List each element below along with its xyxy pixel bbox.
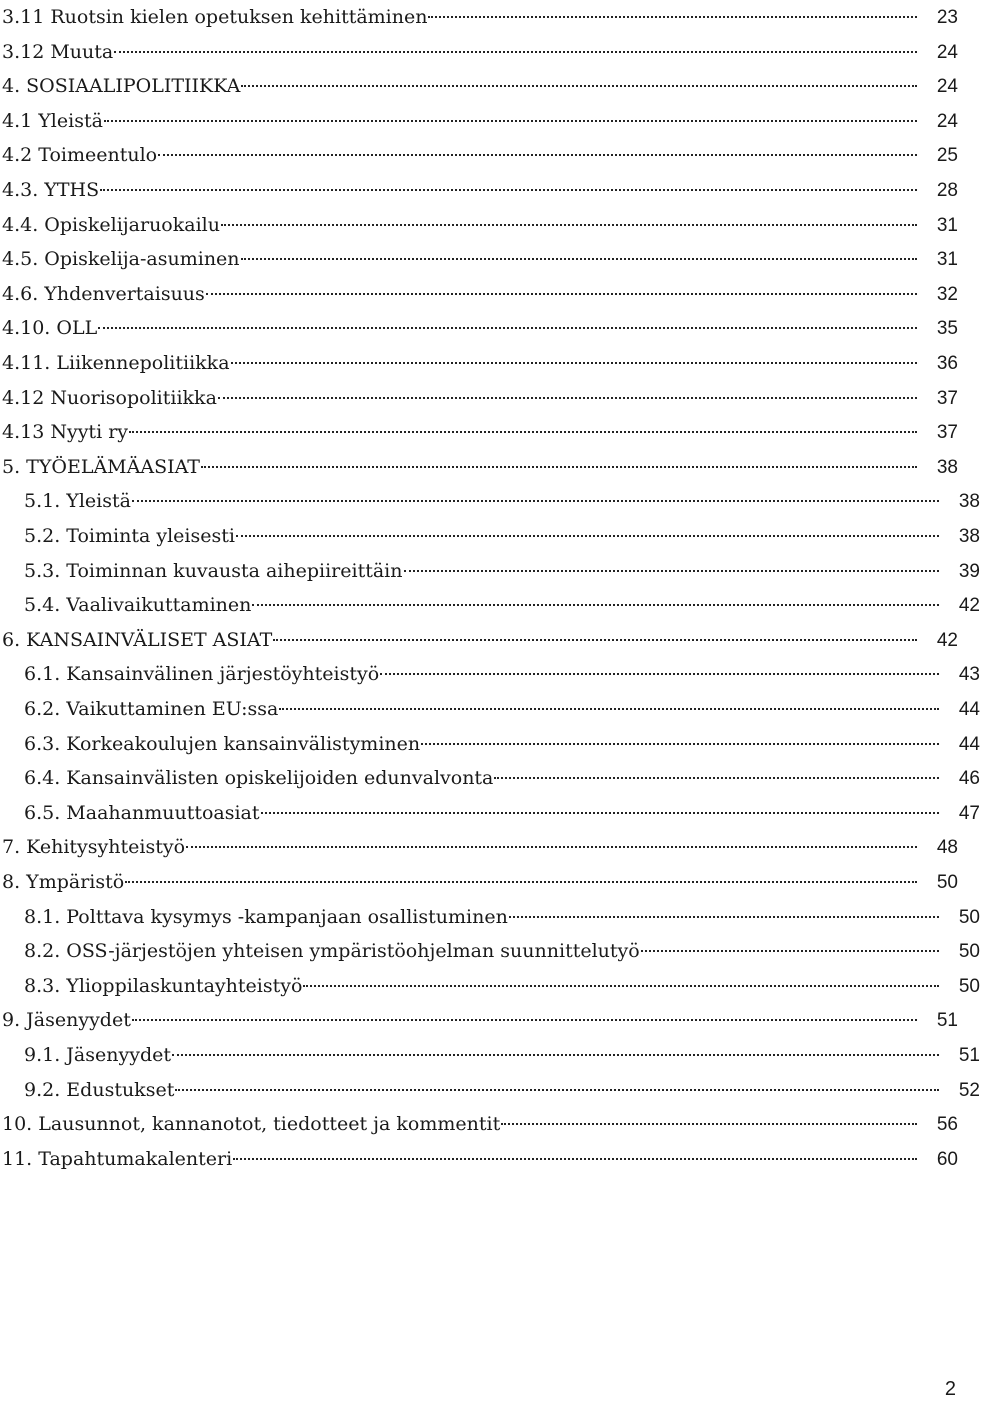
toc-entry[interactable]	[0, 277, 962, 311]
toc-entry[interactable]	[0, 484, 984, 518]
toc-dot-leader	[201, 466, 917, 468]
toc-dot-leader	[98, 327, 917, 329]
toc-entry-page: 50	[936, 872, 958, 893]
toc-dot-leader	[279, 708, 939, 710]
toc-entry-page: 39	[958, 560, 980, 582]
toc-dot-leader	[509, 916, 939, 918]
toc-entry-label: 5. TYÖELÄMÄASIAT	[2, 455, 200, 478]
toc-dot-leader	[273, 639, 917, 641]
toc-dot-leader	[241, 85, 917, 87]
toc-dot-leader	[186, 846, 917, 848]
toc-dot-leader	[114, 51, 917, 53]
toc-entry[interactable]	[0, 381, 962, 415]
toc-entry-label: 6.4. Kansainvälisten opiskelijoiden edunvalvonta	[24, 767, 494, 790]
toc-entry[interactable]	[0, 346, 962, 380]
toc-dot-leader	[303, 985, 939, 987]
toc-entry[interactable]	[0, 1073, 984, 1107]
toc-entry[interactable]	[0, 415, 962, 449]
toc-dot-leader	[231, 362, 917, 364]
toc-entry[interactable]	[0, 727, 984, 761]
toc-entry-page: 50	[958, 975, 980, 997]
toc-entry-label: 6.2. Vaikuttaminen EU:ssa	[24, 698, 279, 720]
toc-entry-page: 38	[936, 456, 958, 478]
toc-entry[interactable]	[0, 1142, 962, 1176]
toc-entry[interactable]	[0, 35, 962, 69]
toc-entry-page: 38	[958, 526, 980, 547]
toc-entry-page: 43	[958, 664, 980, 686]
toc-entry-label: 9.1. Jäsenyydet	[24, 1044, 171, 1066]
toc-entry-page: 42	[936, 629, 958, 651]
toc-entry[interactable]	[0, 554, 984, 588]
toc-entry-label: 9. Jäsenyydet	[2, 1009, 131, 1032]
toc-entry[interactable]	[0, 173, 962, 207]
toc-entry-page: 31	[936, 214, 958, 236]
toc-entry-page: 48	[936, 837, 958, 859]
toc-entry-label: 5.2. Toiminta yleisesti	[24, 525, 235, 547]
toc-entry-label: 5.3. Toiminnan kuvausta aihepiireittäin	[24, 559, 403, 582]
toc-entry-page: 38	[958, 491, 980, 513]
toc-dot-leader	[494, 777, 939, 779]
toc-entry-label: 8.1. Polttava kysymys -kampanjaan osallistuminen	[24, 905, 508, 928]
toc-dot-leader	[261, 812, 939, 814]
toc-dot-leader	[100, 189, 917, 191]
toc-entry[interactable]	[0, 761, 984, 795]
toc-entry-page: 52	[958, 1079, 980, 1101]
toc-dot-leader	[233, 1158, 917, 1160]
toc-entry-page: 23	[936, 7, 958, 28]
toc-dot-leader	[132, 1019, 917, 1021]
toc-entry[interactable]	[0, 623, 962, 657]
toc-dot-leader	[404, 570, 940, 572]
toc-entry-page: 31	[936, 249, 958, 271]
toc-entry-page: 25	[936, 145, 958, 167]
toc-entry[interactable]	[0, 138, 962, 172]
toc-entry-page: 24	[936, 76, 958, 98]
toc-dot-leader	[221, 224, 917, 226]
toc-dot-leader	[175, 1089, 939, 1091]
toc-entry-label: 3.11 Ruotsin kielen opetuksen kehittäminen	[2, 6, 428, 28]
toc-dot-leader	[158, 154, 917, 156]
toc-entry-page: 46	[958, 768, 980, 790]
toc-entry-label: 5.1. Yleistä	[24, 490, 131, 513]
toc-dot-leader	[380, 673, 939, 675]
toc-entry-page: 44	[958, 699, 980, 720]
toc-entry[interactable]	[0, 1107, 962, 1141]
toc-entry-page: 51	[958, 1045, 980, 1066]
toc-entry-label: 9.2. Edustukset	[24, 1078, 175, 1101]
toc-entry-page: 51	[936, 1010, 958, 1032]
toc-entry-page: 28	[936, 180, 958, 201]
toc-entry-label: 6.5. Maahanmuuttoasiat	[24, 801, 260, 824]
toc-entry-label: 11. Tapahtumakalenteri	[2, 1147, 233, 1170]
toc-entry-page: 36	[936, 353, 958, 374]
toc-entry-label: 8.2. OSS-järjestöjen yhteisen ympäristöohjelman suunnittelutyö	[24, 940, 640, 963]
toc-entry-label: 4.4. Opiskelijaruokailu	[2, 213, 220, 236]
toc-entry[interactable]	[0, 450, 962, 484]
toc-entry-label: 6. KANSAINVÄLISET ASIAT	[2, 628, 273, 651]
toc-entry[interactable]	[0, 519, 984, 553]
toc-entry-label: 8. Ympäristö	[2, 871, 125, 893]
toc-entry[interactable]	[0, 311, 962, 345]
toc-entry-label: 4.11. Liikennepolitiikka	[2, 352, 230, 374]
toc-entry-label: 4.1 Yleistä	[2, 109, 103, 132]
toc-entry[interactable]	[0, 692, 984, 726]
toc-entry-label: 6.3. Korkeakoulujen kansainvälistyminen	[24, 732, 421, 755]
toc-entry-page: 37	[936, 422, 958, 444]
toc-entry-page: 32	[936, 283, 958, 305]
toc-entry[interactable]	[0, 865, 962, 899]
toc-entry-page: 50	[958, 906, 980, 928]
toc-entry-page: 35	[936, 318, 958, 340]
toc-entry-page: 44	[958, 733, 980, 755]
toc-entry[interactable]	[0, 934, 984, 968]
toc-entry[interactable]	[0, 969, 984, 1003]
toc-entry[interactable]	[0, 1003, 962, 1037]
toc-dot-leader	[206, 293, 917, 295]
toc-dot-leader	[172, 1054, 939, 1056]
toc-dot-leader	[218, 397, 917, 399]
toc-entry-label: 4.10. OLL	[2, 317, 98, 340]
toc-entry-label: 5.4. Vaalivaikuttaminen	[24, 594, 252, 617]
toc-entry-label: 4. SOSIAALIPOLITIIKKA	[2, 75, 241, 98]
toc-entry-label: 4.2 Toimeentulo	[2, 144, 158, 167]
toc-dot-leader	[125, 881, 917, 883]
toc-entry-page: 47	[958, 802, 980, 824]
toc-dot-leader	[241, 258, 917, 260]
toc-entry[interactable]	[0, 588, 984, 622]
toc-entry-page: 24	[936, 41, 958, 63]
toc-entry-page: 42	[958, 595, 980, 617]
toc-entry-label: 4.3. YTHS	[2, 179, 100, 201]
toc-entry[interactable]	[0, 208, 962, 242]
toc-entry-label: 8.3. Ylioppilaskuntayhteistyö	[24, 974, 303, 997]
toc-entry-page: 56	[936, 1114, 958, 1136]
toc-entry[interactable]	[0, 900, 984, 934]
toc-entry-page: 60	[936, 1148, 958, 1170]
toc-dot-leader	[428, 16, 917, 18]
toc-entry-label: 7. Kehitysyhteistyö	[2, 836, 186, 859]
toc-dot-leader	[236, 535, 939, 537]
toc-entry[interactable]	[0, 830, 962, 864]
toc-entry-page: 37	[936, 387, 958, 409]
toc-dot-leader	[421, 743, 939, 745]
toc-entry[interactable]	[0, 242, 962, 276]
toc-entry[interactable]	[0, 0, 962, 34]
toc-entry-label: 3.12 Muuta	[2, 40, 114, 63]
toc-entry[interactable]	[0, 69, 962, 103]
toc-dot-leader	[252, 604, 939, 606]
toc-entry-label: 10. Lausunnot, kannanotot, tiedotteet ja kommentit	[2, 1113, 501, 1136]
toc-entry-page: 50	[958, 941, 980, 963]
toc-entry-label: 4.5. Opiskelija-asuminen	[2, 248, 240, 271]
toc-entry[interactable]	[0, 104, 962, 138]
toc-dot-leader	[501, 1123, 917, 1125]
toc-entry-label: 4.13 Nyyti ry	[2, 421, 129, 444]
toc-entry[interactable]	[0, 796, 984, 830]
toc-dot-leader	[129, 431, 917, 433]
toc-dot-leader	[641, 950, 939, 952]
toc-entry[interactable]	[0, 1038, 984, 1072]
toc-entry-label: 6.1. Kansainvälinen järjestöyhteistyö	[24, 663, 380, 686]
toc-entry-page: 24	[936, 110, 958, 132]
toc-entry[interactable]	[0, 657, 984, 691]
toc-entry-label: 4.6. Yhdenvertaisuus	[2, 282, 205, 305]
toc-dot-leader	[132, 500, 939, 502]
page-number: 2	[944, 1378, 956, 1400]
toc-entry-label: 4.12 Nuorisopolitiikka	[2, 386, 217, 409]
toc-dot-leader	[104, 120, 917, 122]
